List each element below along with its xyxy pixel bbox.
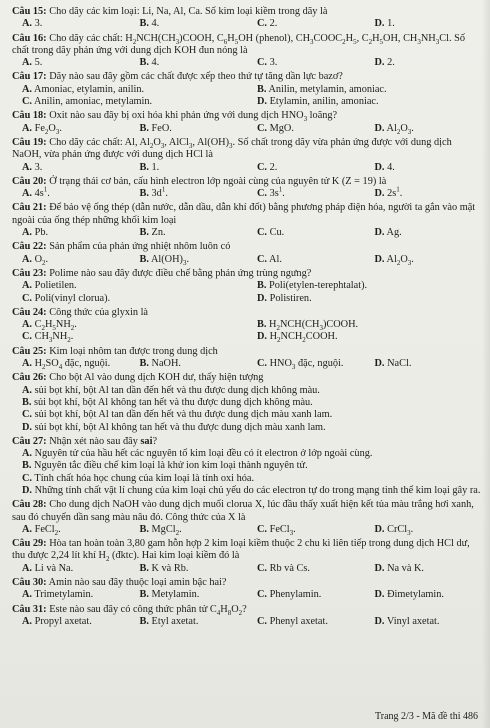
answer-option-a <box>12 589 130 601</box>
answer-option-a <box>12 563 130 575</box>
answer-option-d <box>365 254 483 266</box>
option-text: sủi bọt khí, bột Al tan dần đến hết và thu được dung dịch màu xanh lam. <box>32 409 333 421</box>
option-label: B. <box>139 122 149 134</box>
option-label: A. <box>22 523 33 535</box>
question-text: Cho bột Al vào dung dịch KOH dư, thấy hiện tượng <box>46 372 264 384</box>
option-label: B. <box>139 253 149 265</box>
option-label: D. <box>374 562 385 574</box>
answer-options <box>12 385 482 434</box>
option-text: $C_2H_5NH_2$. <box>32 319 77 333</box>
answer-options <box>12 563 482 575</box>
option-label: D. <box>257 96 268 108</box>
option-text: $Fe_2O_3$. <box>32 122 62 136</box>
option-text: FeCl$_2$. <box>32 523 61 537</box>
answer-option-d <box>365 162 483 174</box>
question-number: Câu 21: <box>12 202 47 214</box>
option-text: Cu. <box>267 227 285 239</box>
option-label: C. <box>257 57 268 69</box>
answer-option-a <box>12 185 130 200</box>
answer-options <box>12 185 482 200</box>
answer-option-c <box>12 293 247 305</box>
answer-option-b <box>247 84 482 96</box>
question-stem <box>12 577 482 589</box>
option-text: Li và Na. <box>32 562 74 574</box>
question-number: Câu 30: <box>12 577 47 589</box>
answer-option-a <box>12 448 482 460</box>
question-stem <box>12 499 482 524</box>
question-text: Cho dãy các chất: Al, $Al_2O_3$, AlCl$_3$, $Al(OH)_3$. Số chất trong dãy vừa phản ứng được với dung dịch NaOH, vừa phản ứng được với dung dịch HCl là <box>12 136 452 161</box>
option-label: C. <box>257 161 268 173</box>
answer-option-a <box>12 385 482 397</box>
answer-option-d <box>365 57 483 69</box>
answer-option-c <box>12 96 247 108</box>
option-label: D. <box>374 227 385 239</box>
option-label: A. <box>22 83 33 95</box>
option-label: B. <box>139 188 149 200</box>
answer-option-b <box>130 616 248 628</box>
question-stem <box>12 307 482 319</box>
question-text: Sản phẩm của phản ứng nhiệt nhôm luôn có <box>46 241 231 253</box>
option-label: C. <box>22 472 33 484</box>
question-text: Cho dãy các chất: $H_2NCH(CH_3)COOH$, $C_6H_5OH$ (phenol), $CH_3COOC_2H_5$, $C_2H_5OH$, $CH_3NH_3Cl$. Số chất trong dãy phản ứng với dung dịch KOH đun nóng là <box>12 32 466 56</box>
answer-option-c <box>247 616 365 628</box>
option-text: Zn. <box>148 227 166 239</box>
question-stem <box>12 6 482 18</box>
option-label: B. <box>139 358 149 370</box>
option-label: D. <box>374 358 385 370</box>
question-number: Câu 24: <box>12 306 47 318</box>
answer-option-b <box>12 460 482 472</box>
question-18 <box>12 110 482 135</box>
question-stem <box>12 346 482 358</box>
option-label: D. <box>374 18 385 30</box>
answer-option-c <box>12 473 482 485</box>
question-22 <box>12 241 482 266</box>
answer-option-c <box>12 409 482 421</box>
answer-option-d <box>247 293 482 305</box>
answer-option-a <box>12 123 130 135</box>
option-label: A. <box>22 227 33 239</box>
question-stem <box>12 202 482 227</box>
answer-option-b <box>130 18 248 30</box>
answer-options <box>12 162 482 174</box>
question-text: Kim loại nhôm tan được trong dung dịch <box>46 345 218 357</box>
answer-option-a <box>12 280 247 292</box>
option-label: A. <box>22 18 33 30</box>
option-text: $3s^1$. <box>267 185 285 200</box>
answer-option-c <box>247 18 365 30</box>
question-16 <box>12 33 482 70</box>
answer-option-b <box>247 280 482 292</box>
question-25 <box>12 346 482 371</box>
answer-options <box>12 358 482 370</box>
option-label: C. <box>257 18 268 30</box>
answer-option-b <box>130 227 248 239</box>
question-23 <box>12 268 482 305</box>
option-label: B. <box>22 396 32 408</box>
option-label: A. <box>22 57 33 69</box>
question-text: Oxit nào sau đây bị oxi hóa khi phản ứng với dung dịch $HNO_3$ loãng? <box>46 110 338 124</box>
option-label: A. <box>22 161 33 173</box>
option-text: Al. <box>267 253 282 265</box>
answer-option-b <box>247 319 482 331</box>
option-label: B. <box>139 562 149 574</box>
option-text: $4s^1$. <box>32 185 50 200</box>
option-text: Propyl axetat. <box>32 615 92 627</box>
question-text: Cho dãy các kim loại: Li, Na, Al, Ca. Số kim loại kiềm trong dãy là <box>46 6 328 17</box>
option-text: $CH_3NH_2$. <box>32 331 74 345</box>
answer-option-d <box>365 563 483 575</box>
question-number: Câu 19: <box>12 136 47 148</box>
question-text: Polime nào sau đây được điều chế bằng phản ứng trùng ngưng? <box>46 267 312 279</box>
option-label: C. <box>257 589 268 601</box>
option-label: B. <box>257 319 267 331</box>
question-stem <box>12 110 482 122</box>
answer-option-c <box>247 185 365 200</box>
question-20 <box>12 176 482 201</box>
option-text: Na và K. <box>384 562 424 574</box>
question-number: Câu 29: <box>12 538 47 550</box>
question-number: Câu 26: <box>12 372 47 384</box>
answer-option-a <box>12 319 247 331</box>
option-label: A. <box>22 319 33 331</box>
option-text: Phenyl axetat. <box>267 615 328 627</box>
question-number: Câu 15: <box>12 6 47 17</box>
option-label: B. <box>257 83 267 95</box>
option-label: C. <box>257 122 268 134</box>
option-label: C. <box>257 615 268 627</box>
answer-option-d <box>247 331 482 343</box>
answer-options <box>12 589 482 601</box>
option-text: Poli(etylen-terephtalat). <box>266 280 368 292</box>
option-label: A. <box>22 358 33 370</box>
option-text: sủi bọt khí, bột Al không tan hết và thu được dung dịch màu xanh lam. <box>32 421 326 433</box>
question-28 <box>12 499 482 536</box>
answer-option-c <box>247 57 365 69</box>
option-text: Trimetylamin. <box>32 589 94 601</box>
answer-options <box>12 524 482 536</box>
option-label: D. <box>374 615 385 627</box>
answer-option-a <box>12 227 130 239</box>
page-edge-shadow <box>482 0 490 728</box>
option-label: C. <box>22 292 33 304</box>
question-stem <box>12 268 482 280</box>
answer-options <box>12 319 482 344</box>
option-label: A. <box>22 122 33 134</box>
answer-option-a <box>12 358 130 370</box>
answer-options <box>12 448 482 497</box>
option-label: A. <box>22 589 33 601</box>
answer-option-a <box>12 162 130 174</box>
option-text: 2. <box>267 18 278 30</box>
option-label: A. <box>22 280 33 292</box>
option-label: A. <box>22 188 33 200</box>
option-text: 1. <box>384 18 395 30</box>
option-text: 1. <box>148 161 160 173</box>
question-number: Câu 22: <box>12 241 47 253</box>
question-list <box>12 6 482 630</box>
option-text: 5. <box>32 57 43 69</box>
option-label: D. <box>257 292 268 304</box>
option-text: MgCl$_2$. <box>148 523 182 537</box>
question-27 <box>12 436 482 497</box>
question-number: Câu 16: <box>12 32 47 44</box>
question-stem <box>12 538 482 563</box>
option-text: MgO. <box>267 122 294 134</box>
question-text: Nhận xét nào sau đây sai? <box>46 435 158 447</box>
option-label: D. <box>374 122 385 134</box>
answer-options <box>12 84 482 109</box>
question-stem <box>12 604 482 616</box>
option-label: A. <box>22 384 33 396</box>
option-label: C. <box>22 409 33 421</box>
answer-option-b <box>130 358 248 370</box>
answer-option-c <box>12 331 247 343</box>
option-text: sủi bọt khí, bột Al tan dần đến hết và thu được dung dịch không màu. <box>32 384 320 396</box>
option-text: Anilin, amoniac, metylamin. <box>32 96 153 108</box>
question-17 <box>12 71 482 108</box>
question-stem <box>12 71 482 83</box>
option-label: A. <box>22 615 33 627</box>
option-text: NaOH. <box>148 358 181 370</box>
question-text: Este nào sau đây có công thức phân tử $C_4H_8O_2$? <box>46 603 247 617</box>
answer-option-a <box>12 616 130 628</box>
answer-option-d <box>365 589 483 601</box>
answer-options <box>12 254 482 266</box>
question-31 <box>12 604 482 629</box>
answer-option-c <box>247 524 365 536</box>
option-label: D. <box>374 188 385 200</box>
answer-option-b <box>130 589 248 601</box>
question-19 <box>12 137 482 174</box>
answer-option-c <box>247 123 365 135</box>
option-text: Poli(vinyl clorua). <box>32 292 111 304</box>
question-text: Công thức của glyxin là <box>46 306 149 318</box>
option-label: A. <box>22 448 33 460</box>
answer-option-d <box>365 524 483 536</box>
question-number: Câu 18: <box>12 110 47 122</box>
option-text: 3. <box>32 161 43 173</box>
answer-option-d <box>365 18 483 30</box>
option-label: A. <box>22 562 33 574</box>
answer-option-b <box>12 397 482 409</box>
option-text: sủi bọt khí, bột Al không tan hết và thu được dung dịch không màu. <box>31 396 313 408</box>
option-text: Nguyên tử của hầu hết các nguyên tố kim loại đều có ít electron ở lớp ngoài cùng. <box>32 448 373 460</box>
option-text: NaCl. <box>384 358 412 370</box>
answer-option-b <box>130 563 248 575</box>
option-text: $HNO_3$ đặc, nguội. <box>267 358 344 372</box>
answer-option-d <box>12 422 482 434</box>
option-text: 4. <box>148 57 160 69</box>
option-text: $H_2NCH(CH_3)COOH$. <box>266 319 359 333</box>
option-label: C. <box>22 331 33 343</box>
option-text: $Al_2O_3$. <box>384 122 414 136</box>
answer-option-d <box>365 185 483 200</box>
option-text: $H_2SO_4$ đặc, nguội. <box>32 358 111 372</box>
question-text: Amin nào sau đây thuộc loại amin bậc hai? <box>46 577 227 589</box>
option-label: C. <box>257 188 268 200</box>
question-15 <box>12 6 482 31</box>
option-text: $3d^1$. <box>148 185 168 200</box>
question-stem <box>12 33 482 58</box>
answer-options <box>12 18 482 30</box>
footer-page-text: Trang 2/3 - Mã đề thi 486 <box>375 711 478 722</box>
option-text: Những tính chất vật lí chung của kim loại chủ yếu do các electron tự do trong mạng tinh thể kim loại gây ra. <box>32 484 481 496</box>
question-number: Câu 28: <box>12 499 47 511</box>
option-label: B. <box>257 280 267 292</box>
question-29 <box>12 538 482 575</box>
question-text: Dãy nào sau đây gồm các chất được xếp theo thứ tự tăng dần lực bazơ? <box>46 71 343 83</box>
option-label: B. <box>139 227 149 239</box>
answer-option-a <box>12 84 247 96</box>
option-text: Etylamin, anilin, amoniac. <box>267 96 379 108</box>
option-label: B. <box>139 161 149 173</box>
option-text: Anilin, metylamin, amoniac. <box>266 83 387 95</box>
option-text: Metylamin. <box>148 589 200 601</box>
option-text: Etyl axetat. <box>148 615 199 627</box>
question-24 <box>12 307 482 344</box>
question-text: Hòa tan hoàn toàn 3,80 gam hỗn hợp 2 kim loại kiềm thuộc 2 chu kì liên tiếp trong dung dịch HCl dư, thu được 2,24 lít khí $H_2$ (đktc). Hai kim loại kiềm đó là <box>12 538 470 564</box>
answer-option-b <box>130 524 248 536</box>
question-stem <box>12 372 482 384</box>
answer-option-d <box>365 358 483 370</box>
answer-option-c <box>247 358 365 370</box>
answer-option-a <box>12 57 130 69</box>
option-label: B. <box>139 57 149 69</box>
question-30 <box>12 577 482 602</box>
question-number: Câu 23: <box>12 267 47 279</box>
question-26 <box>12 372 482 433</box>
option-text: Tính chất hóa học chung của kim loại là tính oxi hóa. <box>32 472 255 484</box>
option-label: B. <box>139 589 149 601</box>
answer-option-d <box>247 96 482 108</box>
question-number: Câu 27: <box>12 435 47 447</box>
option-text: Pb. <box>32 227 49 239</box>
answer-option-d <box>365 123 483 135</box>
answer-options <box>12 227 482 239</box>
option-text: Amoniac, etylamin, anilin. <box>32 83 145 95</box>
question-stem <box>12 137 482 162</box>
answer-options <box>12 616 482 628</box>
option-text: 4. <box>384 161 395 173</box>
answer-options <box>12 123 482 135</box>
option-label: B. <box>139 615 149 627</box>
option-text: Vinyl axetat. <box>384 615 440 627</box>
answer-option-c <box>247 563 365 575</box>
answer-option-a <box>12 524 130 536</box>
option-label: D. <box>374 57 385 69</box>
option-text: Nguyên tắc điều chế kim loại là khử ion kim loại thành nguyên tử. <box>31 460 308 472</box>
option-label: C. <box>257 227 268 239</box>
option-text: Polietilen. <box>32 280 77 292</box>
option-text: 3. <box>267 57 278 69</box>
option-label: D. <box>374 589 385 601</box>
answer-option-b <box>130 123 248 135</box>
question-stem <box>12 176 482 188</box>
answer-option-c <box>247 162 365 174</box>
question-text: Cho dung dịch NaOH vào dung dịch muối clorua X, lúc đầu thấy xuất hiện kết tủa màu trắng hơi xanh, sau đó chuyển dần sang màu nâu đỏ. Công thức của X là <box>12 499 474 523</box>
option-text: 2. <box>384 57 395 69</box>
option-text: $Al(OH)_3$. <box>148 253 190 267</box>
option-label: C. <box>257 358 268 370</box>
option-text: $Al_2O_3$. <box>384 253 414 267</box>
option-text: 2. <box>267 161 278 173</box>
option-text: FeCl$_3$. <box>267 523 296 537</box>
option-text: $H_2NCH_2COOH$. <box>267 331 338 345</box>
option-label: C. <box>22 96 33 108</box>
answer-option-b <box>130 254 248 266</box>
option-text: $O_2$. <box>32 253 49 267</box>
option-text: $2s^1$. <box>384 185 403 200</box>
answer-option-b <box>130 185 248 200</box>
answer-option-b <box>130 57 248 69</box>
option-text: CrCl$_3$. <box>384 523 414 537</box>
question-number: Câu 20: <box>12 175 47 187</box>
option-label: B. <box>139 18 149 30</box>
page-footer <box>375 711 478 722</box>
question-21 <box>12 202 482 239</box>
option-text: Ag. <box>384 227 402 239</box>
option-label: C. <box>257 253 268 265</box>
answer-option-d <box>365 227 483 239</box>
option-label: D. <box>374 523 385 535</box>
question-number: Câu 25: <box>12 345 47 357</box>
option-text: Rb và Cs. <box>267 562 310 574</box>
option-label: B. <box>22 460 32 472</box>
option-text: Đimetylamin. <box>384 589 444 601</box>
answer-option-a <box>12 254 130 266</box>
option-text: K và Rb. <box>148 562 189 574</box>
answer-option-a <box>12 18 130 30</box>
option-text: 3. <box>32 18 43 30</box>
option-label: D. <box>257 331 268 343</box>
option-label: C. <box>257 562 268 574</box>
answer-options <box>12 57 482 69</box>
option-label: B. <box>139 523 149 535</box>
option-label: A. <box>22 253 33 265</box>
option-label: D. <box>374 253 385 265</box>
question-text: Để bảo vệ ống thép (dẫn nước, dẫn dầu, dẫn khí đốt) bằng phương pháp điện hóa, người ta gắn vào mặt ngoài của ống thép những khối kim loại <box>12 202 476 226</box>
answer-option-d <box>12 485 482 497</box>
question-number: Câu 31: <box>12 603 47 615</box>
option-label: D. <box>22 421 33 433</box>
answer-option-b <box>130 162 248 174</box>
option-text: FeO. <box>148 122 172 134</box>
answer-options <box>12 280 482 305</box>
option-text: Phenylamin. <box>267 589 322 601</box>
answer-option-c <box>247 254 365 266</box>
option-text: 4. <box>148 18 160 30</box>
question-number: Câu 17: <box>12 71 47 83</box>
option-label: D. <box>374 161 385 173</box>
answer-option-c <box>247 227 365 239</box>
question-stem <box>12 241 482 253</box>
answer-option-d <box>365 616 483 628</box>
question-text: Ở trạng thái cơ bản, cấu hình electron lớp ngoài cùng của nguyên tử K (Z = 19) là <box>46 175 387 187</box>
question-stem <box>12 436 482 448</box>
answer-option-c <box>247 589 365 601</box>
option-label: C. <box>257 523 268 535</box>
option-text: Polistiren. <box>267 292 312 304</box>
option-label: D. <box>22 484 33 496</box>
